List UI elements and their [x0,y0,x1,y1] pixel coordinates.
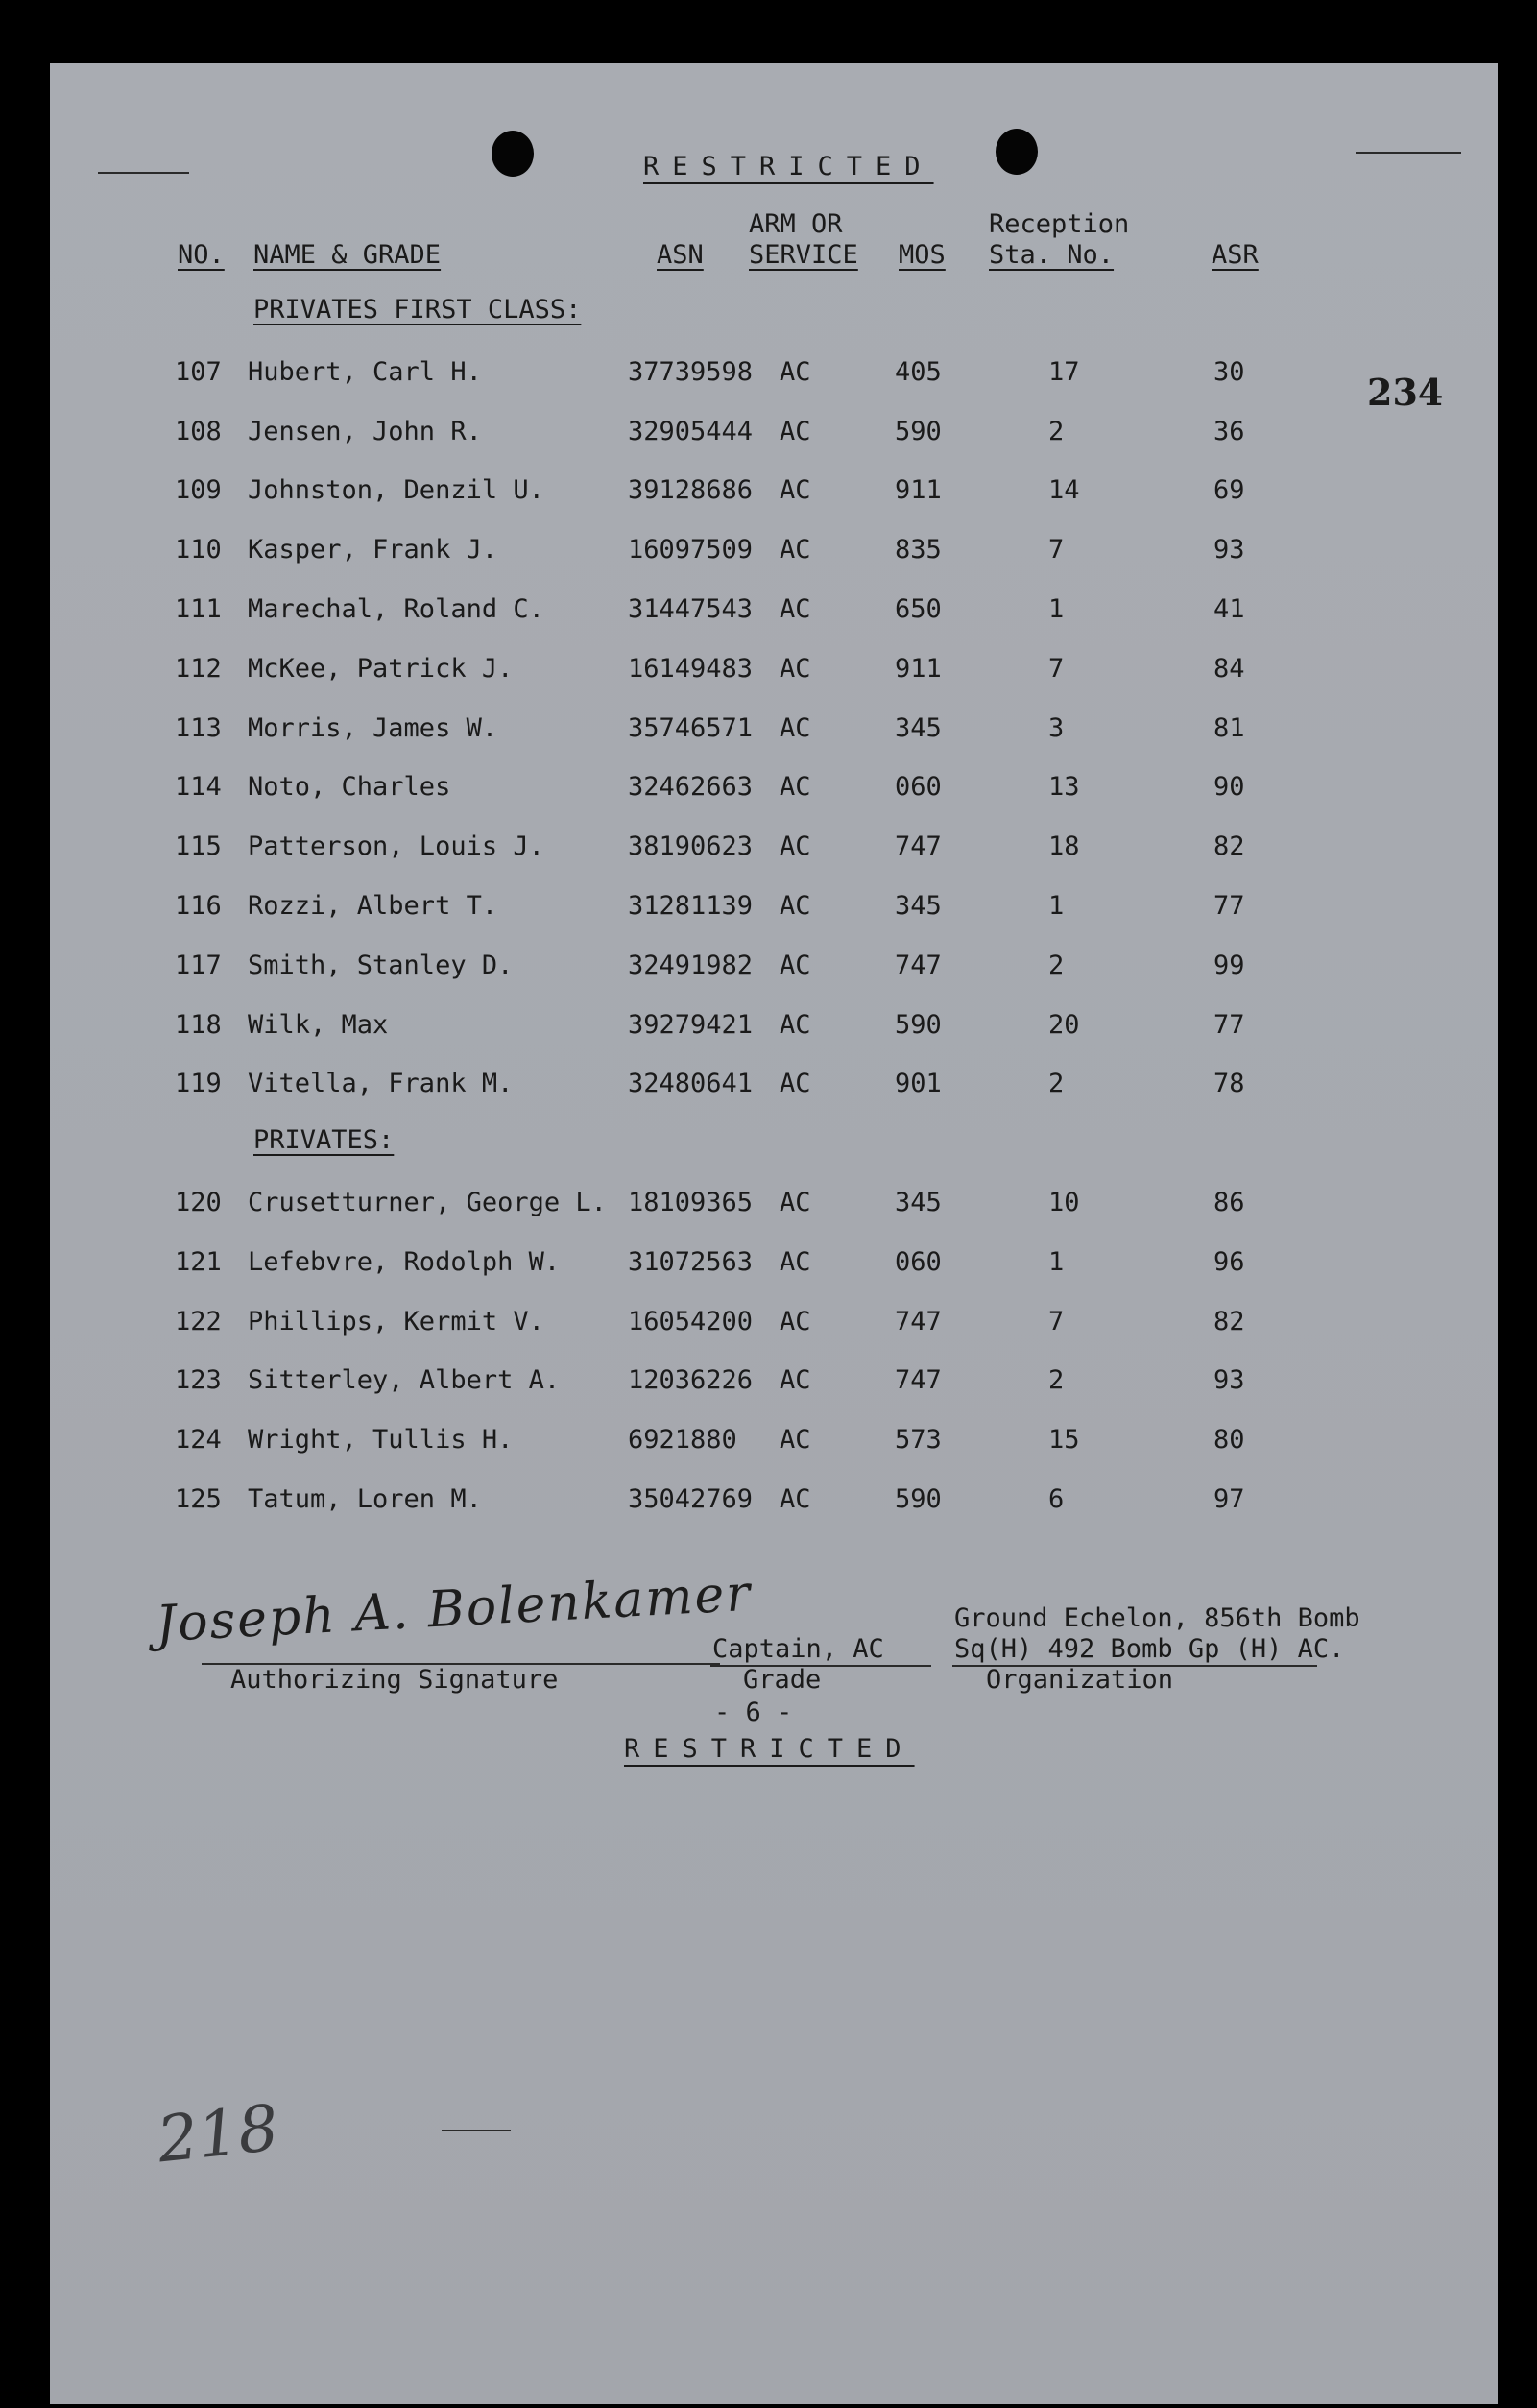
row-asr: 77 [1213,891,1245,921]
column-header-reception-line2: Sta. No. [989,240,1115,270]
row-reception-station: 1 [1048,1247,1065,1277]
section-heading: PRIVATES FIRST CLASS: [253,295,582,325]
row-number: 114 [175,772,222,802]
row-arm-service: AC [780,1247,811,1277]
row-name-grade: Johnston, Denzil U. [248,475,544,505]
row-asr: 30 [1213,357,1245,387]
organization-label: Organization [986,1665,1174,1695]
row-asn: 35746571 [628,713,754,743]
row-reception-station: 3 [1048,713,1065,743]
row-reception-station: 1 [1048,594,1065,624]
column-header-asn: ASN [657,240,704,270]
row-number: 118 [175,1010,222,1040]
column-header-name: NAME & GRADE [253,240,442,270]
row-asr: 69 [1213,475,1245,505]
row-name-grade: Rozzi, Albert T. [248,891,498,921]
row-number: 115 [175,831,222,861]
row-number: 108 [175,417,222,446]
row-asr: 77 [1213,1010,1245,1040]
row-asr: 96 [1213,1247,1245,1277]
dash-mark [442,2130,511,2131]
classification-bottom: RESTRICTED [624,1734,915,1764]
row-arm-service: AC [780,1425,811,1455]
row-arm-service: AC [780,1069,811,1098]
page-number: - 6 - [714,1698,793,1727]
row-mos: 650 [895,594,942,624]
row-arm-service: AC [780,654,811,684]
row-name-grade: Patterson, Louis J. [248,831,544,861]
row-asr: 93 [1213,1365,1245,1395]
section-heading: PRIVATES: [253,1125,395,1156]
row-reception-station: 18 [1048,831,1080,861]
row-name-grade: Hubert, Carl H. [248,357,482,387]
row-arm-service: AC [780,1307,811,1336]
row-reception-station: 7 [1048,535,1065,565]
signature-handwriting: Joseph A. Bolenkamer [154,1564,754,1654]
row-reception-station: 6 [1048,1484,1065,1514]
row-asr: 82 [1213,1307,1245,1336]
row-name-grade: Tatum, Loren M. [248,1484,482,1514]
classification-top: RESTRICTED [643,152,934,181]
row-asr: 78 [1213,1069,1245,1098]
row-asn: 31447543 [628,594,754,624]
column-header-asr: ASR [1212,240,1259,270]
row-mos: 345 [895,1188,942,1217]
row-mos: 060 [895,1247,942,1277]
row-mos: 911 [895,654,942,684]
row-arm-service: AC [780,357,811,387]
row-name-grade: Smith, Stanley D. [248,951,514,980]
row-asr: 80 [1213,1425,1245,1455]
row-mos: 573 [895,1425,942,1455]
row-name-grade: McKee, Patrick J. [248,654,514,684]
row-arm-service: AC [780,772,811,802]
margin-mark-right [1356,152,1461,154]
row-name-grade: Phillips, Kermit V. [248,1307,544,1336]
row-reception-station: 2 [1048,951,1065,980]
row-reception-station: 7 [1048,654,1065,684]
row-asn: 31281139 [628,891,754,921]
row-reception-station: 17 [1048,357,1080,387]
row-mos: 747 [895,1307,942,1336]
row-number: 112 [175,654,222,684]
row-asn: 32462663 [628,772,754,802]
row-asn: 39128686 [628,475,754,505]
row-number: 122 [175,1307,222,1336]
row-number: 120 [175,1188,222,1217]
row-number: 119 [175,1069,222,1098]
row-name-grade: Jensen, John R. [248,417,482,446]
row-mos: 911 [895,475,942,505]
row-name-grade: Sitterley, Albert A. [248,1365,561,1395]
organization-line2: Sq(H) 492 Bomb Gp (H) AC. [954,1634,1345,1664]
row-name-grade: Morris, James W. [248,713,498,743]
row-name-grade: Crusetturner, George L. [248,1188,607,1217]
row-arm-service: AC [780,1188,811,1217]
grade-label: Grade [743,1665,822,1695]
row-number: 125 [175,1484,222,1514]
row-reception-station: 2 [1048,417,1065,446]
row-mos: 590 [895,1484,942,1514]
row-number: 111 [175,594,222,624]
row-arm-service: AC [780,1484,811,1514]
row-name-grade: Noto, Charles [248,772,451,802]
column-header-arm-line1: ARM OR [749,209,843,239]
row-reception-station: 1 [1048,891,1065,921]
row-asn: 32480641 [628,1069,754,1098]
row-asn: 38190623 [628,831,754,861]
row-number: 123 [175,1365,222,1395]
row-reception-station: 13 [1048,772,1080,802]
punch-hole-left [492,131,534,177]
row-asn: 18109365 [628,1188,754,1217]
row-asn: 39279421 [628,1010,754,1040]
row-reception-station: 2 [1048,1365,1065,1395]
row-number: 121 [175,1247,222,1277]
row-name-grade: Lefebvre, Rodolph W. [248,1247,561,1277]
row-asn: 37739598 [628,357,754,387]
row-reception-station: 10 [1048,1188,1080,1217]
row-number: 124 [175,1425,222,1455]
column-header-mos: MOS [899,240,946,270]
row-asn: 16054200 [628,1307,754,1336]
row-mos: 405 [895,357,942,387]
row-number: 113 [175,713,222,743]
grade-value: Captain, AC [712,1634,884,1664]
column-header-reception-line1: Reception [989,209,1130,239]
row-asr: 99 [1213,951,1245,980]
row-asn: 16097509 [628,535,754,565]
row-asn: 16149483 [628,654,754,684]
row-asr: 86 [1213,1188,1245,1217]
row-arm-service: AC [780,594,811,624]
row-asr: 81 [1213,713,1245,743]
row-arm-service: AC [780,535,811,565]
row-asr: 90 [1213,772,1245,802]
row-reception-station: 14 [1048,475,1080,505]
row-arm-service: AC [780,951,811,980]
signature-label: Authorizing Signature [230,1665,559,1695]
row-name-grade: Wilk, Max [248,1010,389,1040]
row-asr: 84 [1213,654,1245,684]
row-mos: 835 [895,535,942,565]
row-reception-station: 2 [1048,1069,1065,1098]
row-arm-service: AC [780,1010,811,1040]
column-header-arm-line2: SERVICE [749,240,858,270]
row-mos: 747 [895,1365,942,1395]
column-header-no: NO. [178,240,225,270]
row-asn: 32491982 [628,951,754,980]
row-reception-station: 15 [1048,1425,1080,1455]
margin-mark-left [98,172,189,174]
row-reception-station: 20 [1048,1010,1080,1040]
row-name-grade: Vitella, Frank M. [248,1069,514,1098]
row-arm-service: AC [780,713,811,743]
row-asn: 35042769 [628,1484,754,1514]
row-number: 117 [175,951,222,980]
row-asn: 32905444 [628,417,754,446]
row-number: 110 [175,535,222,565]
row-mos: 345 [895,891,942,921]
row-mos: 345 [895,713,942,743]
row-name-grade: Kasper, Frank J. [248,535,498,565]
row-asn: 31072563 [628,1247,754,1277]
row-mos: 590 [895,1010,942,1040]
row-asr: 97 [1213,1484,1245,1514]
row-number: 107 [175,357,222,387]
organization-line1: Ground Echelon, 856th Bomb [954,1603,1360,1633]
handwritten-number: 218 [154,2090,282,2178]
row-asr: 36 [1213,417,1245,446]
row-asn: 6921880 [628,1425,737,1455]
row-asr: 93 [1213,535,1245,565]
row-mos: 590 [895,417,942,446]
row-mos: 060 [895,772,942,802]
row-number: 109 [175,475,222,505]
row-mos: 747 [895,951,942,980]
row-reception-station: 7 [1048,1307,1065,1336]
row-arm-service: AC [780,475,811,505]
row-mos: 747 [895,831,942,861]
punch-hole-right [996,129,1038,175]
row-mos: 901 [895,1069,942,1098]
row-name-grade: Wright, Tullis H. [248,1425,514,1455]
row-arm-service: AC [780,831,811,861]
row-asr: 82 [1213,831,1245,861]
row-arm-service: AC [780,417,811,446]
row-asr: 41 [1213,594,1245,624]
stamp-number: 234 [1367,371,1444,414]
row-asn: 12036226 [628,1365,754,1395]
row-number: 116 [175,891,222,921]
row-arm-service: AC [780,1365,811,1395]
row-name-grade: Marechal, Roland C. [248,594,544,624]
row-arm-service: AC [780,891,811,921]
document-sheet [50,63,1498,2404]
